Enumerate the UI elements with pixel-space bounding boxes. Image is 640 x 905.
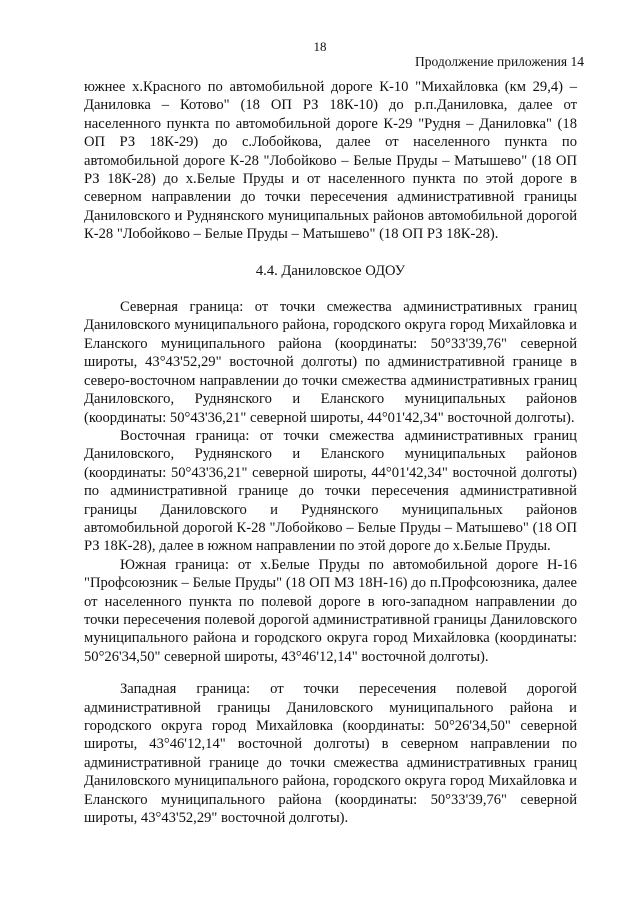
document-body <box>84 78 577 827</box>
continuation-paragraph: южнее х.Красного по автомобильной дороге К-10 "Михайловка (км 29,4) – Даниловка – Котово" (18 ОП РЗ 18К-10) до р.п.Даниловка, далее от населенного пункта по автомобильной дороге К-29 "Рудня – Даниловка" (18 ОП РЗ 18К-29) до с.Лобойкова, далее от населенного пункта по автомобильной дороге К-28 "Лобойково – Белые Пруды – Матышево" (18 ОП РЗ 18К-28) до х.Белые Пруды и от населенного пункта по этой дороге в северном направлении до точки пересечения административной границы Даниловского и Руднянского муниципальных районов автомобильной дорогой К-28 "Лобойково – Белые Пруды – Матышево" (18 ОП РЗ 18К-28). <box>84 79 577 243</box>
west-border-paragraph: Западная граница: от точки пересечения полевой дорогой административной границы Даниловского муниципального района и городского округа город Михайловка (координаты: 50°26'34,50" северной широты, 43°46'12,14" восточной долготы) в северном направлении по административной границе до точки смежества административных границ Даниловского муниципального района, городского округа город Михайловка и Еланского муниципального района (координаты: 50°33'39,76" северной широты, 43°43'52,29" восточной долготы). <box>84 681 577 827</box>
east-border-paragraph: Восточная граница: от точки смежества административных границ Даниловского, Руднянского и Еланского муниципальных районов (координаты: 50°43'36,21" северной широты, 44°01'42,34" восточной долготы) по административной границе до точки пересечения административной границы Даниловского и Руднянского муниципальных районов автомобильной дорогой К-28 "Лобойково – Белые Пруды – Матышево" (18 ОП РЗ 18К-28), далее в южном направлении по этой дороге до х.Белые Пруды. <box>84 427 577 555</box>
north-border-paragraph: Северная граница: от точки смежества административных границ Даниловского муниципального района, городского округа город Михайловка и Еланского муниципального района (координаты: 50°33'39,76" северной широты, 43°43'52,29" восточной долготы) по административной границе в северо-восточном направлении до точки смежества административных границ Даниловского, Руднянского и Еланского муниципальных районов (координаты: 50°43'36,21" северной широты, 44°01'42,34" восточной долготы). <box>84 299 577 426</box>
page-number: 18 <box>313 39 327 54</box>
appendix-continuation-note: Продолжение приложения 14 <box>414 54 584 69</box>
south-border-paragraph: Южная граница: от х.Белые Пруды по автомобильной дороге Н-16 "Профсоюзник – Белые Пруды" (18 ОП МЗ 18Н-16) до п.Профсоюзника, далее от населенного пункта по полевой дороге в юго-западном направлении до точки пересечения полевой дорогой административной границы Даниловского муниципального района и городского округа город Михайловка (координаты: 50°26'34,50" северной широты, 43°46'12,14" восточной долготы). <box>84 556 577 665</box>
section-heading: 4.4. Даниловское ОДОУ <box>255 262 406 279</box>
